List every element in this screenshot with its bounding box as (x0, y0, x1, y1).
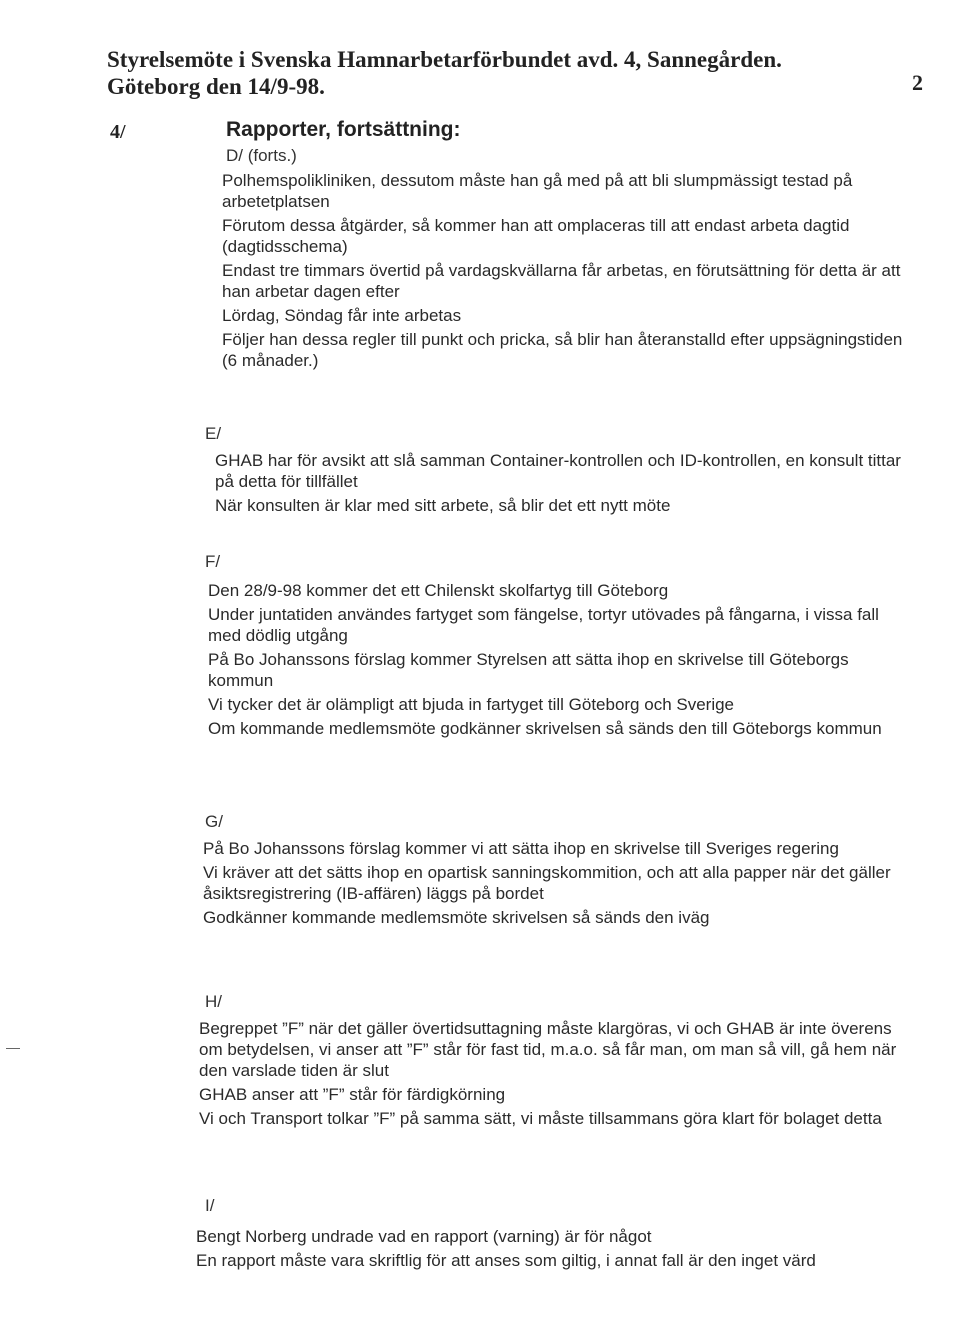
subsection-i-label: I/ (205, 1196, 215, 1215)
subsection-i-body (196, 1226, 911, 1274)
subsection-e-body (215, 450, 915, 519)
paragraph: Begreppet ”F” när det gäller övertidsuttagning måste klargöras, vi och GHAB är inte överens om betydelsen, vi anser att ”F” står för fast tid, m.a.o. så får man, om man så vill, gå hem när den varslade tiden är slut (199, 1019, 897, 1080)
paragraph: När konsulten är klar med sitt arbete, så blir det ett nytt möte (215, 496, 671, 515)
paragraph: En rapport måste vara skriftlig för att anses som giltig, i annat fall är den inget värd (196, 1251, 816, 1270)
subsection-g-body (203, 838, 903, 931)
paragraph: Polhemspolikliniken, dessutom måste han gå med på att bli slumpmässigt testad på arbetetplatsen (222, 171, 853, 211)
subsection-e-label: E/ (205, 424, 222, 443)
paragraph: Godkänner kommande medlemsmöte skrivelsen så sänds den iväg (203, 908, 710, 927)
subsection-d-label: D/ (forts.) (226, 146, 297, 165)
paragraph: GHAB anser att ”F” står för färdigkörning (199, 1085, 506, 1104)
paragraph: Förutom dessa åtgärder, så kommer han att omplaceras till att endast arbeta dagtid (dagtidsschema) (222, 216, 850, 256)
header-date-line: Göteborg den 14/9-98. (107, 74, 325, 99)
paragraph: Lördag, Söndag får inte arbetas (222, 306, 462, 325)
subsection-h-body (199, 1018, 914, 1132)
paragraph: Endast tre timmars övertid på vardagskvällarna får arbetas, en förutsättning för detta är att han arbetar dagen efter (222, 261, 901, 301)
section-number: 4/ (110, 121, 126, 143)
section-title: Rapporter, fortsättning: (226, 118, 461, 141)
paragraph: Vi tycker det är olämpligt att bjuda in fartyget till Göteborg och Sverige (208, 695, 735, 714)
paragraph: Följer han dessa regler till punkt och pricka, så blir han återanstalld efter uppsägningstiden (6 månader.) (222, 330, 903, 370)
subsection-f-label: F/ (205, 552, 221, 571)
document-header (107, 46, 867, 100)
paragraph: Under juntatiden användes fartyget som fängelse, tortyr utövades på fångarna, i vissa fall med dödlig utgång (208, 605, 879, 645)
page-number: 2 (912, 70, 923, 95)
paragraph: Vi och Transport tolkar ”F” på samma sätt, vi måste tillsammans göra klart för bolaget detta (199, 1109, 882, 1128)
margin-mark (6, 1048, 20, 1049)
subsection-d-body (222, 170, 912, 374)
paragraph: Bengt Norberg undrade vad en rapport (varning) är för något (196, 1227, 652, 1246)
subsection-h-label: H/ (205, 992, 222, 1011)
paragraph: Vi kräver att det sätts ihop en opartisk sanningskommition, och att alla papper när det gäller åsiktsregistrering (IB-affären) läggs på bordet (203, 863, 891, 903)
subsection-f-body (208, 580, 908, 742)
paragraph: Om kommande medlemsmöte godkänner skrivelsen så sänds den till Göteborgs kommun (208, 719, 882, 738)
header-title-line: Styrelsemöte i Svenska Hamnarbetarförbundet avd. 4, Sannegården. (107, 47, 782, 72)
paragraph: På Bo Johanssons förslag kommer vi att sätta ihop en skrivelse till Sveriges regering (203, 839, 839, 858)
paragraph: Den 28/9-98 kommer det ett Chilenskt skolfartyg till Göteborg (208, 581, 669, 600)
paragraph: På Bo Johanssons förslag kommer Styrelsen att sätta ihop en skrivelse till Göteborgs kommun (208, 650, 849, 690)
paragraph: GHAB har för avsikt att slå samman Container-kontrollen och ID-kontrollen, en konsult tittar på detta för tillfället (215, 451, 901, 491)
subsection-g-label: G/ (205, 812, 223, 831)
